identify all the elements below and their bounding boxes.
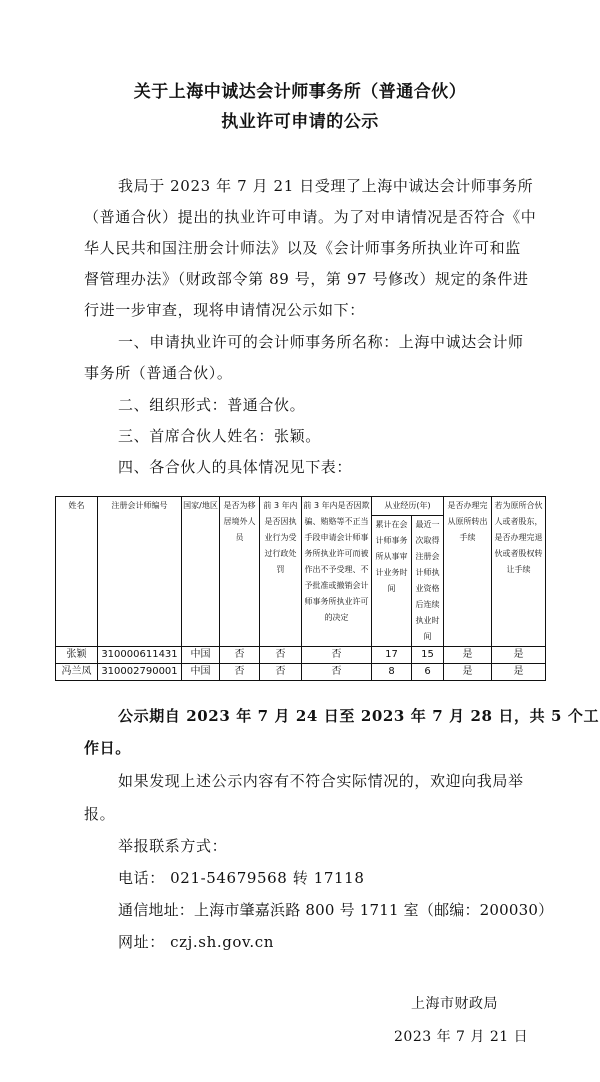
item-1-line-2: 事务所（普通合伙）。 [84,364,233,382]
cell-exp-total: 8 [372,664,412,681]
header-country: 国家/地区 [182,497,220,647]
header-transfer: 是否办理完从原所转出手续 [444,497,492,647]
cell-transfer: 是 [444,647,492,664]
table-header-row [56,497,546,516]
cell-former: 是 [492,664,546,681]
cell-penalty: 否 [260,664,302,681]
intro-line-3: 华人民共和国注册会计师法》以及《会计师事务所执业许可和监 [84,239,521,257]
item-4: 四、各合伙人的具体情况见下表： [118,458,353,476]
cell-name: 张颖 [56,647,98,664]
header-foreign: 是否为移居境外人员 [220,497,260,647]
cell-country: 中国 [182,664,220,681]
item-3: 三、首席合伙人姓名：张颖。 [118,427,321,445]
table-row [56,647,546,664]
intro-line-5: 行进一步审查，现将申请情况公示如下： [84,301,365,319]
header-experience: 从业经历(年) [372,497,444,516]
cell-former: 是 [492,647,546,664]
cell-cert: 310002790001 [98,664,182,681]
notice-report-line-2: 报。 [84,805,116,823]
signature-date: 2023 年 7 月 21 日 [394,1029,529,1045]
cell-foreign: 否 [220,647,260,664]
cell-name: 冯兰凤 [56,664,98,681]
contact-website[interactable]: 网址： czj.sh.gov.cn [118,933,274,951]
document-title-line-2: 执业许可申请的公示 [221,112,379,132]
notice-period-line-2: 作日。 [84,739,131,757]
header-name: 姓名 [56,497,98,647]
header-exp-recent: 最近一次取得注册会计师执业资格后连续执业时间 [412,516,444,647]
notice-period-line-1: 公示期自 2023 年 7 月 24 日至 2023 年 7 月 28 日，共 5 个工 [118,707,600,725]
contact-phone: 电话： 021-54679568 转 17118 [118,869,365,887]
intro-line-2: （普通合伙）提出的执业许可申请。为了对申请情况是否符合《中 [84,208,537,226]
contact-heading: 举报联系方式： [118,837,228,855]
item-2: 二、组织形式：普通合伙。 [118,396,306,414]
cell-transfer: 是 [444,664,492,681]
cell-foreign: 否 [220,664,260,681]
intro-line-4: 督管理办法》（财政部令第 89 号，第 97 号修改）规定的条件进 [84,270,529,288]
item-1-line-1: 一、申请执业许可的会计师事务所名称：上海中诚达会计师 [118,333,524,351]
partners-table [55,496,546,681]
header-penalty: 前 3 年内是否因执业行为受过行政处罚 [260,497,302,647]
header-former: 若为原所合伙人或者股东，是否办理完退伙或者股权转让手续 [492,497,546,647]
notice-report-line-1: 如果发现上述公示内容有不符合实际情况的，欢迎向我局举 [118,772,524,790]
table-row [56,664,546,681]
cell-cert: 310000611431 [98,647,182,664]
cell-country: 中国 [182,647,220,664]
header-revoked: 前 3 年内是否因欺骗、贿赂等不正当手段申请会计师事务所执业许可而被作出不予受理、不予批准或撤销会计师事务所执业许可的决定 [302,497,372,647]
document-title-line-1: 关于上海中诚达会计师事务所（普通合伙） [133,82,467,102]
cell-revoked: 否 [302,664,372,681]
intro-line-1: 我局于 2023 年 7 月 21 日受理了上海中诚达会计师事务所 [118,177,534,195]
cell-exp-total: 17 [372,647,412,664]
cell-revoked: 否 [302,647,372,664]
contact-address: 通信地址：上海市肇嘉浜路 800 号 1711 室（邮编：200030） [118,901,554,919]
cell-exp-recent: 6 [412,664,444,681]
header-cert: 注册会计师编号 [98,497,182,647]
cell-exp-recent: 15 [412,647,444,664]
signature-org: 上海市财政局 [411,996,498,1012]
cell-penalty: 否 [260,647,302,664]
header-exp-total: 累计在会计师事务所从事审计业务时间 [372,516,412,647]
